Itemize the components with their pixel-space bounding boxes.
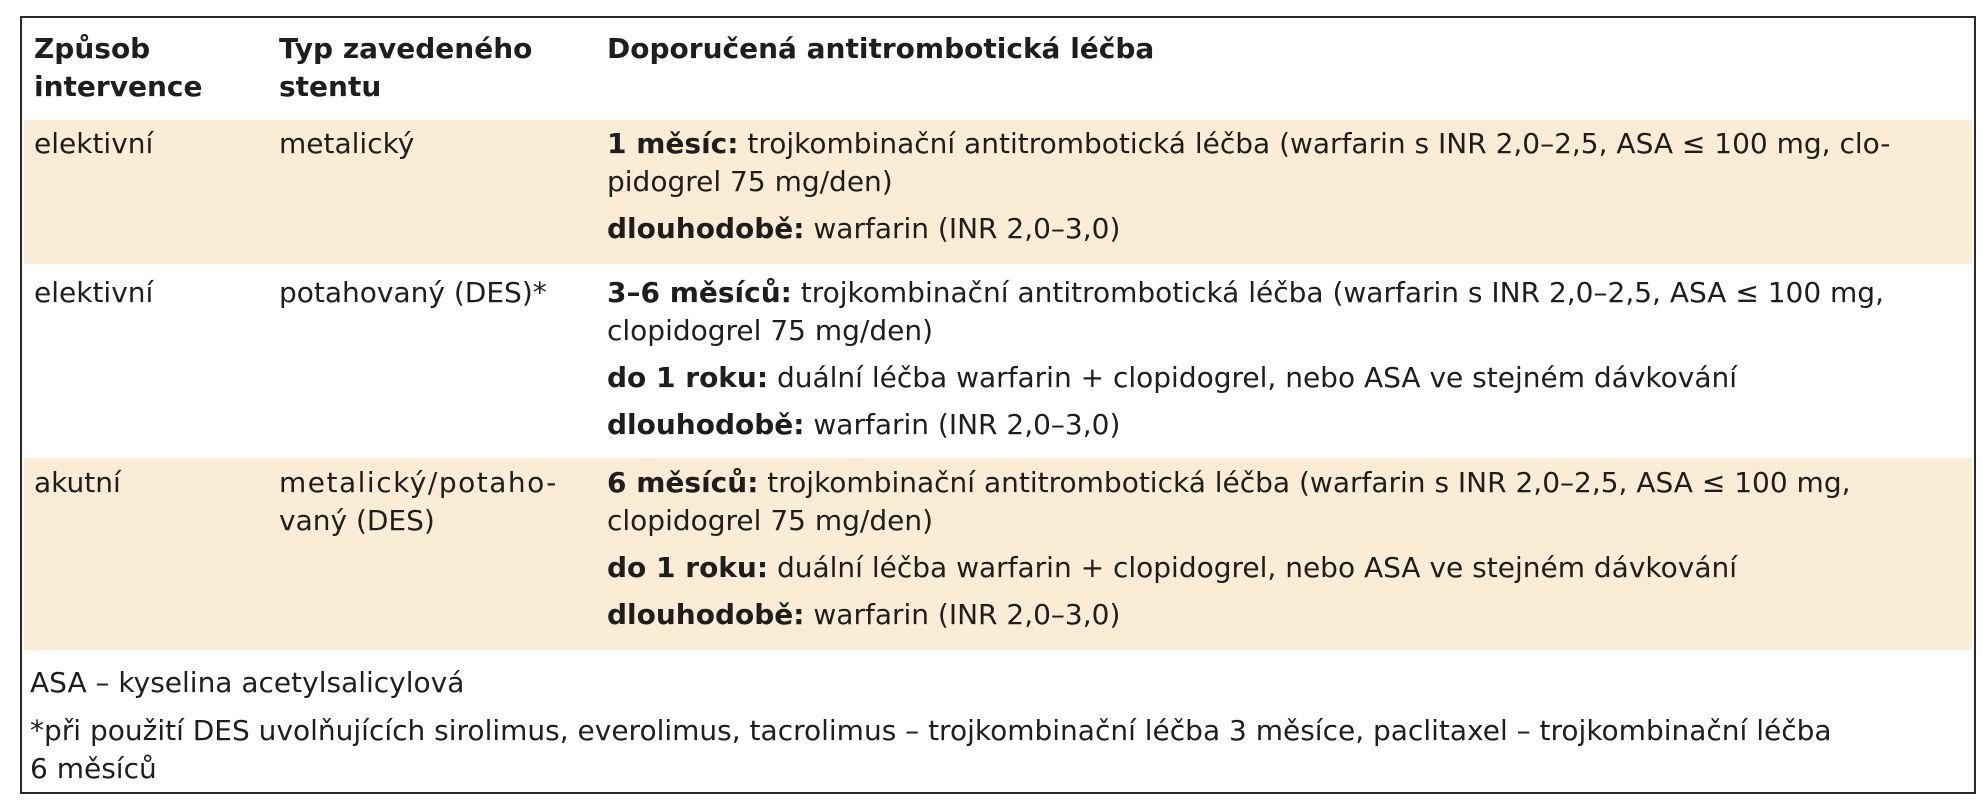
table-frame [20, 16, 1976, 794]
therapy-item: 1 měsíc: trojkombinační antitrombotická léčba (warfarin s INR 2,0–2,5, ASA ≤ 100 mg, clo- [607, 127, 1891, 160]
row-therapy: 1 měsíc: trojkombinační antitrombotická léčba (warfarin s INR 2,0–2,5, ASA ≤ 100 mg, clo- pidogrel 75 mg/den) dlouhodobě: warfarin (INR 2,0–3,0) [607, 125, 1890, 248]
therapy-item: 3–6 měsíců: trojkombinační antitrombotická léčba (warfarin s INR 2,0–2,5, ASA ≤ 100 mg, [607, 276, 1884, 309]
therapy-item: do 1 roku: duální léčba warfarin + clopidogrel, nebo ASA ve stejném dávkování [607, 361, 1738, 394]
therapy-item: dlouhodobě: warfarin (INR 2,0–3,0) [607, 212, 1121, 245]
row-intervention: elektivní [34, 276, 154, 309]
row-stent-type: metalický [279, 127, 415, 160]
row-stent-type: potahovaný (DES)* [279, 276, 547, 309]
header-recommended-therapy: Doporučená antitrombotická léčba [607, 32, 1155, 65]
row-intervention: akutní [34, 466, 121, 499]
footnote-abbreviation: ASA – kyselina acetylsalicylová [30, 666, 465, 699]
therapy-item: 6 měsíců: trojkombinační antitrombotická léčba (warfarin s INR 2,0–2,5, ASA ≤ 100 mg, [607, 466, 1851, 499]
row-therapy: 3–6 měsíců: trojkombinační antitrombotická léčba (warfarin s INR 2,0–2,5, ASA ≤ 100 mg, clopidogrel 75 mg/den) do 1 roku: duální léčba warfarin + clopidogrel, nebo ASA ve stejném dávkování dlouhodobě: warfarin (INR 2,0–3,0) [607, 274, 1884, 444]
row-stent-type: metalický/potaho- vaný (DES) [279, 466, 558, 537]
footnote-des: *při použití DES uvolňujících sirolimus, everolimus, tacrolimus – trojkombinační léčba 3 měsíce, paclitaxel – trojkombinační léčba 6 měsíců [30, 714, 1832, 785]
therapy-item: dlouhodobě: warfarin (INR 2,0–3,0) [607, 598, 1121, 631]
table-row [24, 120, 1972, 264]
row-intervention: elektivní [34, 127, 154, 160]
header-intervention: Způsob intervence [34, 32, 203, 103]
therapy-item: dlouhodobě: warfarin (INR 2,0–3,0) [607, 408, 1121, 441]
header-stent-type: Typ zavedeného stentu [279, 32, 533, 103]
therapy-item: do 1 roku: duální léčba warfarin + clopidogrel, nebo ASA ve stejném dávkování [607, 551, 1738, 584]
table-header [24, 18, 1972, 118]
row-therapy: 6 měsíců: trojkombinační antitrombotická léčba (warfarin s INR 2,0–2,5, ASA ≤ 100 mg, clopidogrel 75 mg/den) do 1 roku: duální léčba warfarin + clopidogrel, nebo ASA ve stejném dávkování dlouhodobě: warfarin (INR 2,0–3,0) [607, 464, 1851, 634]
table-row [24, 270, 1972, 458]
table-row [24, 458, 1972, 650]
